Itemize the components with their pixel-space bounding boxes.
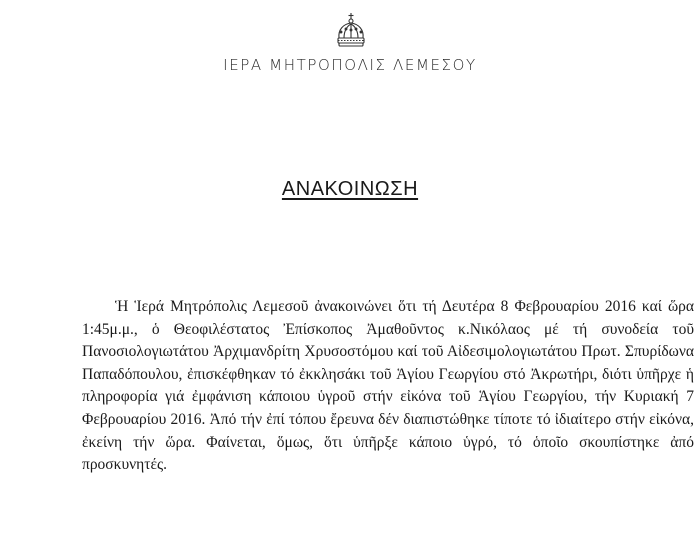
announcement-body: Ἡ Ἱερά Μητρόπολις Λεμεσοῦ ἀνακοινώνει ὅτι τή Δευτέρα 8 Φεβρουαρίου 2016 καί ὥρα 1:45μ.μ., ὁ Θεοφιλέστατος Ἐπίσκοπος Ἀμαθοῦντος κ.Νικόλαος μέ τή συνοδεία τοῦ Πανοσιολογιωτάτου Ἀρχιμανδρίτη Χρυσοστόμου καί τοῦ Αἰδεσιμολογιωτάτου Πρωτ. Σπυρίδωνα Παπαδόπουλου, ἐπισκέφθηκαν τό ἐκκλησάκι τοῦ Ἁγίου Γεωργίου στό Ἀκρωτήρι, διότι ὑπῆρχε ἡ πληροφορία γιά ἐμφάνιση κάποιου ὑγροῦ στήν εἰκόνα τοῦ Ἁγίου Γεωργίου, τήν Κυριακή 7 Φεβρουαρίου 2016. Ἀπό τήν ἐπί τόπου ἔρευνα δέν διαπιστώθηκε τίποτε τό ἰδιαίτερο στήν εἰκόνα, ἐκείνη τήν ὥρα. Φαίνεται, ὅμως, ὅτι ὑπῆρξε κάποιο ὑγρό, τό ὁποῖο σκουπίστηκε ἀπό προσκυνητές. [82,298,694,474]
document-title: ΑΝΑΚΟΙΝΩΣΗ [281,178,419,200]
crown-icon [333,12,369,50]
organization-name: ΙΕΡΑ ΜΗΤΡΟΠΟΛΙΣ ΛΕΜΕΣΟΥ [223,56,477,74]
